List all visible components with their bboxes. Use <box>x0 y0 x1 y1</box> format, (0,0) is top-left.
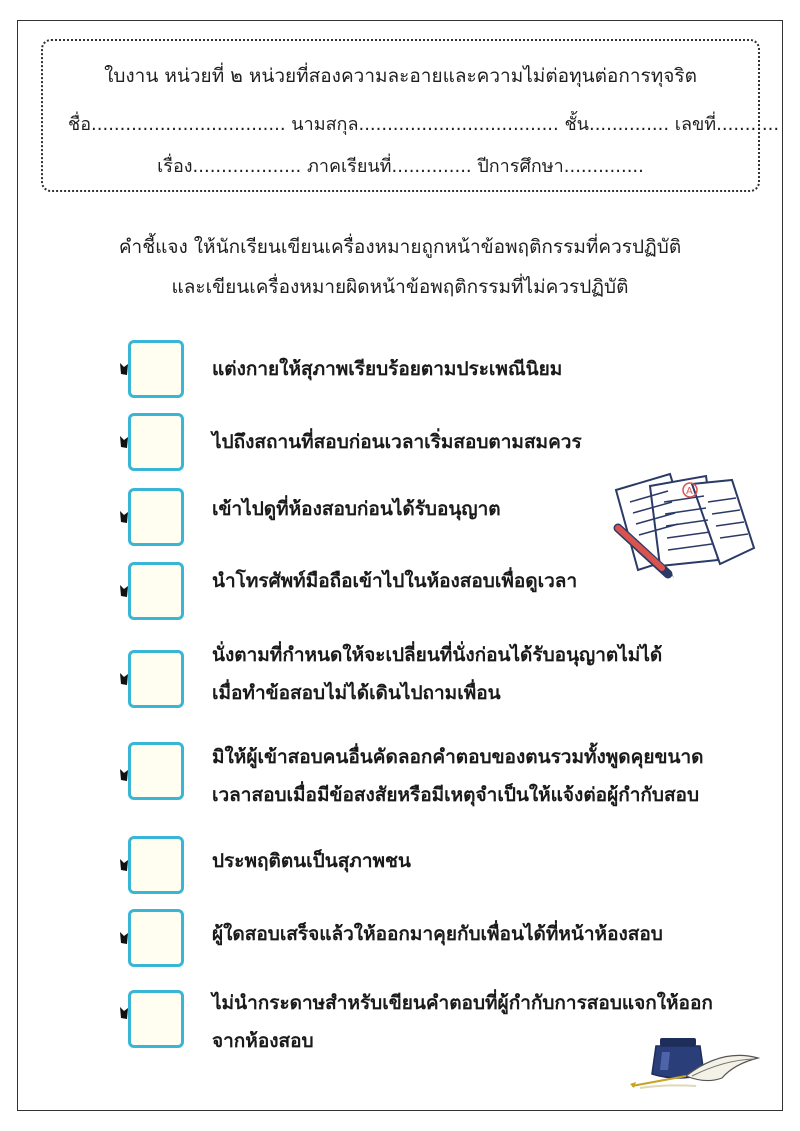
answer-box[interactable] <box>128 836 184 894</box>
item-text: แต่งกายให้สุภาพเรียบร้อยตามประเพณีนิยม <box>212 358 563 380</box>
answer-box[interactable] <box>128 562 184 620</box>
item-text: เข้าไปดูที่ห้องสอบก่อนได้รับอนุญาต <box>212 498 501 520</box>
item-text: ไม่นำกระดาษสำหรับเขียนคำตอบที่ผู้กำกับการสอบแจกให้ออก จากห้องสอบ <box>212 992 713 1052</box>
instruction-line-1: คำชี้แจง ให้นักเรียนเขียนเครื่องหมายถูกหน้าข้อพฤติกรรมที่ควรปฏิบัติ <box>118 236 682 258</box>
topic-term-fields: เรื่อง................... ภาคเรียนที่.............. ปีการศึกษา.............. <box>157 156 644 177</box>
answer-box[interactable] <box>128 742 184 800</box>
answer-box[interactable] <box>128 909 184 967</box>
list-item <box>118 636 778 716</box>
answer-box[interactable] <box>128 650 184 708</box>
svg-text:A: A <box>686 486 693 497</box>
list-item <box>118 836 778 896</box>
student-name-fields: ชื่อ.................................. นามสกุล................................... ชั้น.............. เลขที่........... <box>68 114 780 135</box>
list-item <box>118 340 778 400</box>
item-text: ผู้ใดสอบเสร็จแล้วให้ออกมาคุยกับเพื่อนได้ที่หน้าห้องสอบ <box>212 923 663 945</box>
answer-box[interactable] <box>128 413 184 471</box>
header-box <box>41 39 780 192</box>
item-text: ไปถึงสถานที่สอบก่อนเวลาเริ่มสอบตามสมควร <box>212 431 582 453</box>
answer-box[interactable] <box>128 488 184 546</box>
exam-papers-icon <box>608 468 758 580</box>
item-text: นั่งตามที่กำหนดให้จะเปลี่ยนที่นั่งก่อนได้รับอนุญาตไม่ได้ เมื่อทำข้อสอบไม่ได้เดินไปถามเพื่อน <box>212 644 663 704</box>
item-text: มิให้ผู้เข้าสอบคนอื่นคัดลอกคำตอบของตนรวมทั้งพูดคุยขนาด เวลาสอบเมื่อมีข้อสงสัยหรือมีเหตุจำเป็นให้แจ้งต่อผู้กำกับสอบ <box>212 746 704 806</box>
list-item <box>118 909 778 969</box>
list-item <box>118 413 778 473</box>
ink-quill-icon <box>626 1034 762 1092</box>
item-text: นำโทรศัพท์มือถือเข้าไปในห้องสอบเพื่อดูเวลา <box>212 570 578 592</box>
answer-box[interactable] <box>128 340 184 398</box>
list-item <box>118 738 778 818</box>
item-text: ประพฤติตนเป็นสุภาพชน <box>212 850 411 872</box>
instruction-line-2: และเขียนเครื่องหมายผิดหน้าข้อพฤติกรรมที่ไม่ควรปฏิบัติ <box>171 276 629 298</box>
answer-box[interactable] <box>128 990 184 1048</box>
worksheet-title: ใบงาน หน่วยที่ ๒ หน่วยที่สองความละอายและความไม่ต่อทุนต่อการทุจริต <box>104 65 697 87</box>
